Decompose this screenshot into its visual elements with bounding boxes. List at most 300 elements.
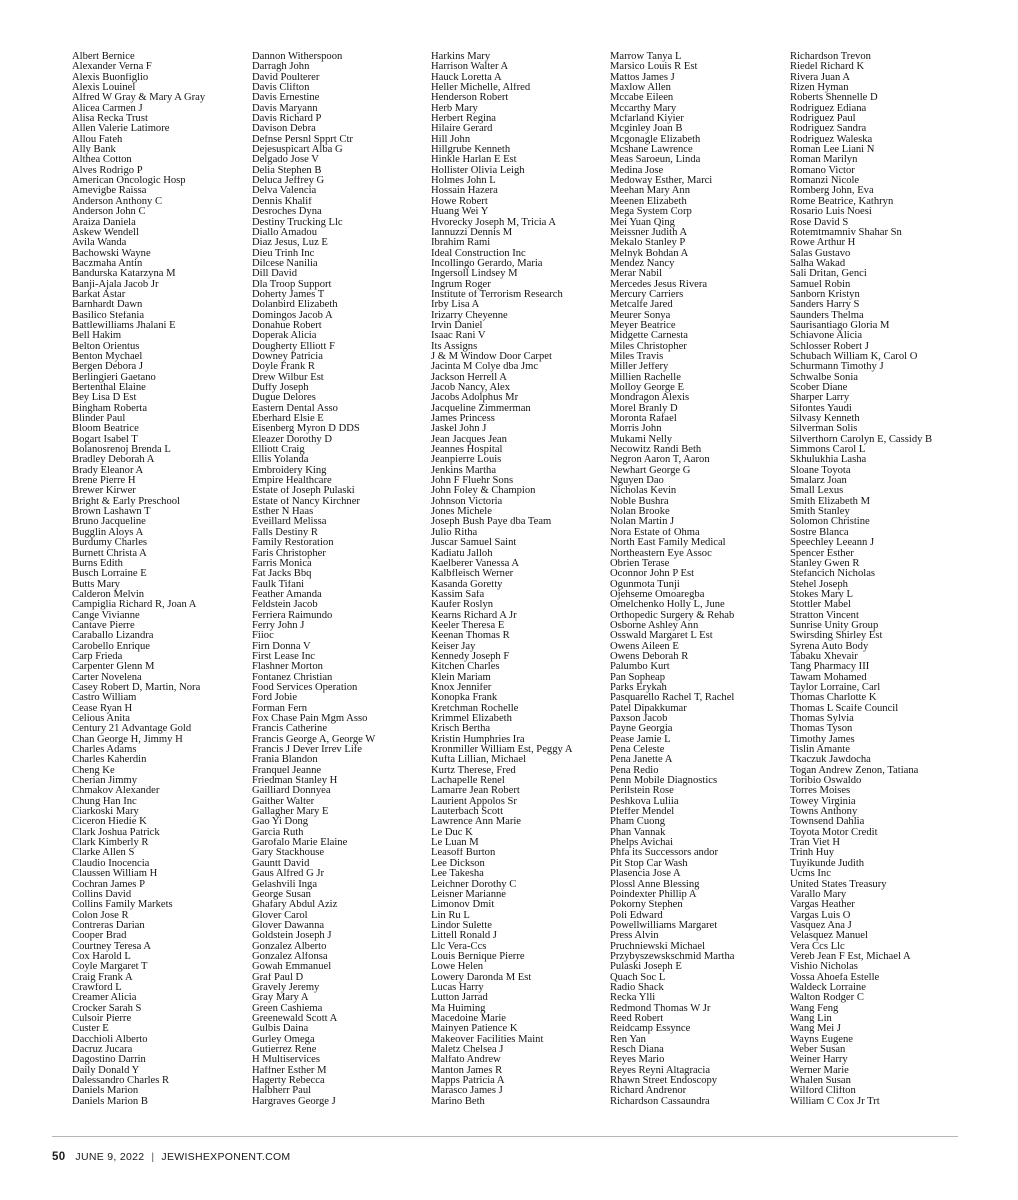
list-item: Thomas Charlotte K — [790, 693, 877, 704]
list-item: Wang Mei J — [790, 1024, 841, 1035]
list-item: Oconnor John P Est — [610, 569, 695, 580]
list-item: Mapps Patricia A — [431, 1076, 505, 1087]
list-item: Nolan Brooke — [610, 507, 670, 518]
list-item: Noble Bushra — [610, 496, 669, 507]
list-item: Towns Anthony — [790, 807, 858, 818]
list-item: Peshkova Luliia — [610, 796, 679, 807]
list-item: Defnse Persnl Spprt Ctr — [252, 134, 353, 145]
list-item: Kitchen Charles — [431, 662, 500, 673]
list-item: Kennedy Joseph F — [431, 651, 510, 662]
list-item: Embroidery King — [252, 465, 327, 476]
list-item: Hill John — [431, 134, 471, 145]
list-item: Pulaski Joseph E — [610, 962, 682, 973]
list-item: Araiza Daniela — [72, 217, 136, 228]
list-item: Leisner Marianne — [431, 889, 507, 900]
list-item: Destiny Trucking Llc — [252, 217, 343, 228]
list-item: Alfred W Gray & Mary A Gray — [72, 93, 206, 104]
list-item: Trinh Huy — [790, 848, 835, 859]
list-item: Franquel Jeanne — [252, 765, 322, 776]
list-item: Daniels Marion — [72, 1086, 139, 1097]
list-item: Pasquarello Rachel T, Rachel — [610, 693, 735, 704]
list-item: Fiioc — [252, 631, 274, 642]
list-item: Romberg John, Eva — [790, 186, 874, 197]
list-item: Allen Valerie Latimore — [72, 124, 170, 135]
list-item: Knox Jennifer — [431, 682, 492, 693]
list-item: Mcfarland Kiyier — [610, 114, 684, 125]
list-item: Simmons Carol L — [790, 445, 866, 456]
list-item: Barnhardt Dawn — [72, 300, 143, 311]
publication-url[interactable]: JEWISHEXPONENT.COM — [161, 1151, 291, 1163]
list-item: Claussen William H — [72, 869, 158, 880]
list-item: Delgado Jose V — [252, 155, 319, 166]
list-item: Ghafary Abdul Aziz — [252, 900, 338, 911]
list-item: Albert Bernice — [72, 52, 135, 62]
list-item: Claudio Inocencia — [72, 858, 150, 869]
list-item: Eisenberg Myron D DDS — [252, 424, 360, 435]
list-item: Thomas L Scaife Council — [790, 703, 899, 714]
list-item: Ogunmota Tunji — [610, 579, 680, 590]
list-item: Wang Lin — [790, 1013, 832, 1024]
list-item: Lowe Helen — [431, 962, 484, 973]
list-item: H Multiservices — [252, 1055, 320, 1066]
list-item: Meyer Beatrice — [610, 320, 676, 331]
list-item: Marino Beth — [431, 1096, 485, 1107]
list-item: Dolanbird Elizabeth — [252, 300, 338, 311]
list-item: Alexis Buonfiglio — [72, 72, 149, 83]
list-item: Estate of Nancy Kirchner — [252, 496, 360, 507]
list-item: Melnyk Bohdan A — [610, 248, 689, 259]
list-item: Kufta Lillian, Michael — [431, 755, 527, 766]
list-item: Rhawn Street Endoscopy — [610, 1076, 718, 1087]
list-item: Mondragon Alexis — [610, 393, 690, 404]
list-item: Samuel Robin — [790, 279, 851, 290]
list-item: Graf Paul D — [252, 972, 304, 983]
list-item: Estate of Joseph Pulaski — [252, 486, 355, 497]
list-item: Kretchman Rochelle — [431, 703, 519, 714]
list-item: Walton Rodger C — [790, 993, 864, 1004]
list-item: Poindexter Phillip A — [610, 889, 697, 900]
list-item: Mainyen Patience K — [431, 1024, 518, 1035]
list-item: Doherty James T — [252, 289, 325, 300]
list-item: Waldeck Lorraine — [790, 982, 866, 993]
list-item: Desroches Dyna — [252, 207, 322, 218]
list-item: Frania Blandon — [252, 755, 318, 766]
list-item: Ucms Inc — [790, 869, 831, 880]
list-item: Keenan Thomas R — [431, 631, 510, 642]
list-item: Silverman Solis — [790, 424, 858, 435]
list-item: Alexander Verna F — [72, 62, 152, 73]
list-item: Owens Aileen E — [610, 641, 679, 652]
list-item: Jacob Nancy, Alex — [431, 383, 511, 393]
list-item: Gowah Emmanuel — [252, 962, 332, 973]
name-column-4 — [610, 52, 788, 1112]
list-item: Dieu Trinh Inc — [252, 248, 315, 259]
list-item: Rodriguez Paul — [790, 114, 856, 125]
list-item: Vargas Luis O — [790, 910, 851, 921]
list-item: Manton James R — [431, 1065, 503, 1076]
list-item: Mercury Carriers — [610, 289, 684, 300]
list-item: Collins Family Markets — [72, 900, 173, 911]
list-item: Keiser Jay — [431, 641, 476, 652]
list-item: Kadiatu Jalloh — [431, 548, 493, 559]
list-item: Faulk Tifani — [252, 579, 305, 590]
list-item: Hargraves George J — [252, 1096, 336, 1107]
list-item: Courtney Teresa A — [72, 941, 152, 952]
list-item: Garofalo Marie Elaine — [252, 838, 348, 849]
list-item: Millien Rachelle — [610, 372, 681, 383]
list-item: Glover Carol — [252, 910, 308, 921]
list-item: Miller Jeffery — [610, 362, 669, 373]
list-item: Salas Gustavo — [790, 248, 851, 259]
list-item: Medoway Esther, Marci — [610, 176, 713, 187]
list-item: Stefancich Nicholas — [790, 569, 876, 580]
list-item: Kasanda Goretty — [431, 579, 503, 590]
list-item: Kristin Humphries Ira — [431, 734, 525, 745]
list-item: Clark Kimberly R — [72, 838, 149, 849]
list-item: Chan George H, Jimmy H — [72, 734, 183, 745]
list-item: Lee Takesha — [431, 869, 484, 880]
list-item: Ma Huiming — [431, 1003, 486, 1014]
list-item: Mekalo Stanley P — [610, 238, 686, 249]
list-item: Recka Ylli — [610, 993, 656, 1004]
list-item: Cooper Brad — [72, 931, 127, 942]
list-item: Ford Jobie — [252, 693, 298, 704]
list-item: Amevigbe Raissa — [72, 186, 147, 197]
list-item: Midgette Carnesta — [610, 331, 688, 342]
list-item: Herb Mary — [431, 103, 478, 114]
list-item: Culsoir Pierre — [72, 1013, 132, 1024]
list-item: Small Lexus — [790, 486, 844, 497]
list-item: Le Luan M — [431, 838, 479, 849]
list-item: Gravely Jeremy — [252, 982, 320, 993]
list-item: Richardson Cassaundra — [610, 1096, 710, 1107]
list-item: Elliott Craig — [252, 445, 305, 456]
list-item: Rizen Hyman — [790, 83, 849, 94]
list-item: Meas Saroeun, Linda — [610, 155, 701, 166]
list-item: Riedel Richard K — [790, 62, 865, 73]
list-item: Butts Mary — [72, 579, 120, 590]
list-item: Glover Dawanna — [252, 920, 325, 931]
list-item: Tran Viet H — [790, 838, 840, 849]
list-item: Le Duc K — [431, 827, 473, 838]
list-item: Rodriguez Waleska — [790, 134, 873, 145]
list-item: Doperak Alicia — [252, 331, 317, 342]
list-item: Crocker Sarah S — [72, 1003, 142, 1014]
list-item: Limonov Dmit — [431, 900, 495, 911]
list-item: Gutierrez Rene — [252, 1045, 317, 1055]
list-item: Lee Dickson — [431, 858, 485, 869]
list-item: Tuyikunde Judith — [790, 858, 865, 869]
list-item: Marasco James J — [431, 1086, 503, 1097]
list-item: Patel Dipakkumar — [610, 703, 687, 714]
list-item: Irizarry Cheyenne — [431, 310, 508, 321]
list-item: Harrison Walter A — [431, 62, 509, 73]
list-item: Feldstein Jacob — [252, 600, 318, 611]
list-item: Huang Wei Y — [431, 207, 489, 218]
list-item: Mcginley Joan B — [610, 124, 683, 135]
list-item: Anderson John C — [72, 207, 146, 218]
list-item: Fox Chase Pain Mgm Asso — [252, 714, 368, 724]
page-footer — [52, 1148, 290, 1166]
list-item: Century 21 Advantage Gold — [72, 724, 192, 735]
list-item: Marrow Tanya L — [610, 52, 682, 62]
list-item: Mccabe Eileen — [610, 93, 674, 104]
list-item: Schubach William K, Carol O — [790, 351, 918, 362]
list-item: Marsico Louis R Est — [610, 62, 698, 73]
list-item: Hillgrube Kenneth — [431, 145, 511, 156]
list-item: Jean Jacques Jean — [431, 434, 507, 445]
list-item: Stratton Vincent — [790, 610, 859, 621]
list-item: Cheng Ke — [72, 765, 115, 776]
list-item: Benton Mychael — [72, 351, 143, 362]
list-item: Roman Marilyn — [790, 155, 858, 166]
list-item: Fat Jacks Bbq — [252, 569, 312, 580]
list-item: Henderson Robert — [431, 93, 509, 104]
list-item: Dalessandro Charles R — [72, 1076, 170, 1087]
list-item: Ibrahim Rami — [431, 238, 491, 249]
list-item: Howe Robert — [431, 196, 488, 207]
list-item: Lin Ru L — [431, 910, 470, 921]
list-item: Swirsding Shirley Est — [790, 631, 883, 642]
list-item: Askew Wendell — [72, 227, 139, 238]
list-item: Anderson Anthony C — [72, 196, 163, 207]
list-item: Delia Stephen B — [252, 165, 322, 176]
list-item: Saurisantiago Gloria M — [790, 320, 890, 331]
list-item: Pan Sopheap — [610, 672, 666, 683]
list-item: Hilaire Gerard — [431, 124, 493, 135]
list-item: J & M Window Door Carpet — [431, 351, 552, 362]
list-item: Stottler Mabel — [790, 600, 851, 611]
list-item: Celious Anita — [72, 714, 130, 724]
list-item: Laurient Appolos Sr — [431, 796, 517, 807]
list-item: Hauck Loretta A — [431, 72, 502, 83]
list-item: Press Alvin — [610, 931, 659, 942]
list-item: Lauterbach Scott — [431, 807, 504, 818]
list-item: Maxlow Allen — [610, 83, 671, 94]
list-item: Pruchniewski Michael — [610, 941, 706, 952]
list-item: Vossa Ahoefa Estelle — [790, 972, 880, 983]
list-item: Metcalfe Jared — [610, 300, 673, 311]
list-item: Phelps Avichai — [610, 838, 674, 849]
list-item: Belton Orientus — [72, 341, 140, 352]
list-item: Richardson Trevon — [790, 52, 871, 62]
list-item: Roman Lee Liani N — [790, 145, 875, 156]
list-item: Toyota Motor Credit — [790, 827, 878, 838]
list-item: Phfa its Successors andor — [610, 848, 718, 859]
list-item: Necowitz Randi Beth — [610, 445, 702, 456]
list-item: Busch Lorraine E — [72, 569, 147, 580]
list-item: Gailliard Donnyea — [252, 786, 331, 797]
list-item: Romano Victor — [790, 165, 855, 176]
list-item: Weber Susan — [790, 1045, 846, 1055]
list-item: Hvorecky Joseph M, Tricia A — [431, 217, 557, 228]
list-item: Osborne Ashley Ann — [610, 620, 699, 631]
list-item: Wilford Clifton — [790, 1086, 856, 1097]
list-item: Kurtz Therese, Fred — [431, 765, 516, 776]
list-item: Colon Jose R — [72, 910, 129, 921]
list-item: Bandurska Katarzyna M — [72, 269, 176, 280]
list-item: Saunders Thelma — [790, 310, 864, 321]
list-item: Krisch Bertha — [431, 724, 491, 735]
list-item: Mercedes Jesus Rivera — [610, 279, 708, 290]
list-item: Medina Jose — [610, 165, 664, 176]
list-item: Heller Michelle, Alfred — [431, 83, 531, 94]
list-item: Northeastern Eye Assoc — [610, 548, 712, 559]
list-item: Lutton Jarrad — [431, 993, 488, 1004]
list-item: Bright & Early Preschool — [72, 496, 180, 507]
list-item: Vereb Jean F Est, Michael A — [790, 951, 911, 962]
list-item: Sostre Blanca — [790, 527, 849, 538]
list-item: Dugue Delores — [252, 393, 316, 404]
list-item: Brown Lashawn T — [72, 507, 151, 518]
list-item: Lawrence Ann Marie — [431, 817, 522, 828]
list-item: Keeler Theresa E — [431, 620, 505, 631]
list-item: Bolanosrenoj Brenda L — [72, 445, 171, 456]
list-item: Pena Redio — [610, 765, 659, 776]
unclaimed-names-list — [72, 52, 972, 1112]
list-item: Schwalbe Sonia — [790, 372, 858, 383]
list-item: Contreras Darian — [72, 920, 145, 931]
list-item: Dannon Witherspoon — [252, 52, 343, 62]
list-item: Rowe Arthur H — [790, 238, 856, 249]
list-item: Whalen Susan — [790, 1076, 851, 1087]
list-item: Kassim Safa — [431, 589, 485, 600]
list-item: Davis Richard P — [252, 114, 322, 125]
list-item: Negron Aaron T, Aaron — [610, 455, 710, 466]
list-item: Dennis Khalif — [252, 196, 312, 207]
list-item: Davison Debra — [252, 124, 316, 135]
list-item: Moronta Rafael — [610, 414, 677, 425]
list-item: Varallo Mary — [790, 889, 847, 900]
list-item: Ferry John J — [252, 620, 305, 631]
list-item: Meehan Mary Ann — [610, 186, 691, 197]
list-item: Kronmiller William Est, Peggy A — [431, 745, 573, 756]
list-item: Gray Mary A — [252, 993, 309, 1004]
list-item: Cantave Pierre — [72, 620, 135, 631]
list-item: Carter Novelena — [72, 672, 142, 683]
list-item: Downey Patricia — [252, 351, 323, 362]
list-item: Allou Fateh — [72, 134, 123, 145]
list-item: Osswald Margaret L Est — [610, 631, 713, 642]
list-item: Hagerty Rebecca — [252, 1076, 325, 1087]
list-item: Eleazer Dorothy D — [252, 434, 333, 445]
list-item: Gurley Omega — [252, 1034, 315, 1045]
list-item: Rodriguez Ediana — [790, 103, 867, 114]
list-item: Diaz Jesus, Luz E — [252, 238, 328, 249]
list-item: Joseph Bush Paye dba Team — [431, 517, 552, 528]
list-item: Cange Vivianne — [72, 610, 140, 621]
list-item: Scober Diane — [790, 383, 848, 393]
list-item: Greenewald Scott A — [252, 1013, 338, 1024]
list-item: Dacchioli Alberto — [72, 1034, 148, 1045]
list-item: Gulbis Daina — [252, 1024, 309, 1035]
list-item: Bachowski Wayne — [72, 248, 151, 259]
list-item: Vishio Nicholas — [790, 962, 858, 973]
list-item: David Poulterer — [252, 72, 320, 83]
list-item: Dill David — [252, 269, 298, 280]
list-item: Kaufer Roslyn — [431, 600, 494, 611]
list-item: Dougherty Elliott F — [252, 341, 335, 352]
list-item: Mega System Corp — [610, 207, 692, 218]
list-item: Rotemtmamniv Shahar Sn — [790, 227, 902, 238]
list-item: Gaus Alfred G Jr — [252, 869, 325, 880]
list-item: Macedoine Marie — [431, 1013, 507, 1024]
list-item: Perilstein Rose — [610, 786, 674, 797]
list-item: Calderon Melvin — [72, 589, 145, 600]
list-item: Chung Han Inc — [72, 796, 137, 807]
list-item: John Foley & Champion — [431, 486, 536, 497]
list-item: Lachapelle Renel — [431, 776, 505, 787]
list-item: Bogart Isabel T — [72, 434, 138, 445]
list-item: Poli Edward — [610, 910, 663, 921]
list-item: Burdumy Charles — [72, 538, 148, 549]
list-item: Burnett Christa A — [72, 548, 147, 559]
list-item: Basilico Stefania — [72, 310, 145, 321]
list-item: Vera Ccs Llc — [790, 941, 845, 952]
list-item: Palumbo Kurt — [610, 662, 670, 673]
list-item: Carobello Enrique — [72, 641, 150, 652]
list-item: Reidcamp Essynce — [610, 1024, 691, 1035]
list-item: Charles Kaherdin — [72, 755, 147, 766]
list-item: Plossl Anne Blessing — [610, 879, 700, 890]
list-item: Ally Bank — [72, 145, 116, 156]
list-item: Meissner Judith A — [610, 227, 688, 238]
list-item: Bloom Beatrice — [72, 424, 139, 435]
list-item: Mukami Nelly — [610, 434, 673, 445]
list-item: Gonzalez Alberto — [252, 941, 327, 952]
list-item: Nora Estate of Ohma — [610, 527, 700, 538]
list-item: Ren Yan — [610, 1034, 646, 1045]
list-item: Dla Troop Support — [252, 279, 332, 290]
list-item: Cherian Jimmy — [72, 776, 138, 787]
list-item: Ingrum Roger — [431, 279, 491, 290]
list-item: Speechley Leeann J — [790, 538, 875, 549]
list-item: Kearns Richard A Jr — [431, 610, 517, 621]
list-item: Julio Ritha — [431, 527, 478, 538]
list-item: Wang Feng — [790, 1003, 839, 1014]
name-column-1 — [72, 52, 250, 1112]
list-item: Castro William — [72, 693, 137, 704]
list-item: Reyes Reyni Altagracia — [610, 1065, 711, 1076]
list-item: Diallo Amadou — [252, 227, 318, 238]
list-item: Pit Stop Car Wash — [610, 858, 688, 869]
list-item: Toribio Oswaldo — [790, 776, 862, 787]
list-item: Irby Lisa A — [431, 300, 480, 311]
list-item: Domingos Jacob A — [252, 310, 333, 321]
list-item: Sunrise Unity Group — [790, 620, 879, 631]
list-item: Powellwilliams Margaret — [610, 920, 718, 931]
list-item: Resch Diana — [610, 1045, 664, 1055]
list-item: Tkaczuk Jawdocha — [790, 755, 871, 766]
list-item: Daniels Marion B — [72, 1096, 148, 1107]
list-item: Mendez Nancy — [610, 258, 675, 269]
list-item: Ojehseme Omoaregba — [610, 589, 705, 600]
list-item: Obrien Terase — [610, 558, 670, 569]
list-item: Tabaku Xhevair — [790, 651, 858, 662]
list-item: Weiner Harry — [790, 1055, 848, 1066]
list-item: Dejesuspicart Alba G — [252, 145, 343, 156]
list-item: Nguyen Dao — [610, 476, 664, 487]
list-item: Hinkle Harlan E Est — [431, 155, 517, 166]
list-item: Collins David — [72, 889, 132, 900]
list-item: Reed Robert — [610, 1013, 664, 1024]
list-item: Taylor Lorraine, Carl — [790, 682, 881, 693]
list-item: Brene Pierre H — [72, 476, 136, 487]
list-item: Holmes John L — [431, 176, 496, 187]
list-item: First Lease Inc — [252, 651, 315, 662]
list-item: Werner Marie — [790, 1065, 849, 1076]
list-item: Deluca Jeffrey G — [252, 176, 325, 187]
